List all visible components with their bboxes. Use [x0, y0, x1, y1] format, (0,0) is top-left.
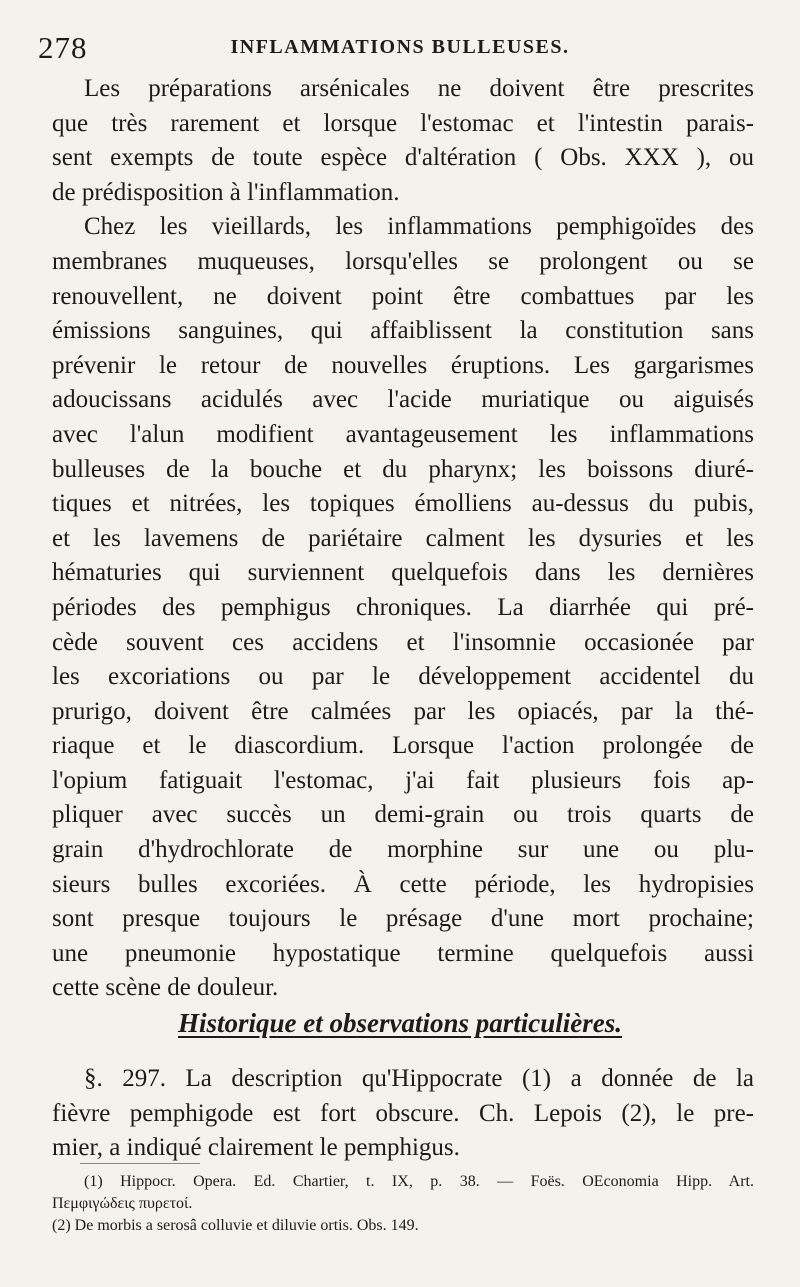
section-line: fièvre pemphigode est fort obscure. Ch. Lepois (2), le pre- — [52, 1099, 754, 1127]
paragraph-line: sent exempts de toute espèce d'altération ( Obs. XXX ), ou — [52, 144, 754, 172]
main-paragraphs — [52, 72, 754, 1006]
paragraph-line: l'opium fatiguait l'estomac, j'ai fait plusieurs fois ap- — [52, 766, 754, 794]
paragraph-line: périodes des pemphigus chroniques. La diarrhée qui pré- — [52, 593, 754, 621]
paragraph-line: avec l'alun modifient avantageusement les inflammations — [52, 420, 754, 448]
paragraph-line: tiques et nitrées, les topiques émolliens au-dessus du pubis, — [52, 490, 754, 518]
paragraph-line: sont presque toujours le présage d'une mort prochaine; — [52, 905, 754, 933]
footnote-line: Πεμφιγώδεις πυρετοί. — [52, 1195, 193, 1212]
paragraph-line: adoucissans acidulés avec l'acide muriatique ou aiguisés — [52, 386, 754, 414]
paragraph-line: cède souvent ces accidens et l'insomnie occasionée par — [52, 628, 754, 656]
paragraph-line: hématuries qui surviennent quelquefois dans les dernières — [52, 559, 754, 587]
paragraph-line: émissions sanguines, qui affaiblissent la constitution sans — [52, 317, 754, 345]
paragraph-line: renouvellent, ne doivent point être combattues par les — [52, 282, 754, 310]
paragraph-line: prurigo, doivent être calmées par les opiacés, par la thé- — [52, 697, 754, 725]
paragraph-line: pliquer avec succès un demi-grain ou trois quarts de — [52, 801, 754, 829]
paragraph-line: les excoriations ou par le développement accidentel du — [52, 663, 754, 691]
running-title: INFLAMMATIONS BULLEUSES. — [230, 36, 570, 58]
paragraph-line: et les lavemens de pariétaire calment les dysuries et les — [52, 524, 754, 552]
paragraph-line: grain d'hydrochlorate de morphine sur une ou plu- — [52, 836, 754, 864]
paragraph-line: que très rarement et lorsque l'estomac et l'intestin parais- — [52, 109, 754, 137]
footnote-rule — [80, 1163, 200, 1164]
paragraph-line: Les préparations arsénicales ne doivent être prescrites — [84, 75, 754, 102]
footnote-line: (1) Hippocr. Opera. Ed. Chartier, t. IX, p. 38. — Foës. OEconomia Hipp. Art. — [84, 1173, 754, 1190]
section-heading: Historique et observations particulières. — [177, 1008, 622, 1038]
paragraph-line: prévenir le retour de nouvelles éruptions. Les gargarismes — [52, 351, 754, 379]
paragraph-line: bulleuses de la bouche et du pharynx; les boissons diuré- — [52, 455, 754, 483]
section-line: mier, a indiqué clairement le pemphigus. — [52, 1134, 460, 1162]
paragraph-line: une pneumonie hypostatique termine quelquefois aussi — [52, 939, 754, 967]
paragraph-line: Chez les vieillards, les inflammations pemphigoïdes des — [84, 213, 754, 241]
section-line: §. 297. La description qu'Hippocrate (1) a donnée de la — [84, 1065, 754, 1092]
paragraph-line: riaque et le diascordium. Lorsque l'action prolongée de — [52, 732, 754, 760]
page-number: 278 — [38, 30, 88, 65]
footnote-line: (2) De morbis a serosâ colluvie et diluvie ortis. Obs. 149. — [52, 1217, 419, 1234]
page-header — [0, 30, 800, 70]
footnotes — [52, 1171, 754, 1237]
section-297-text — [52, 1062, 754, 1166]
paragraph-line: membranes muqueuses, lorsqu'elles se prolongent ou se — [52, 247, 754, 275]
paragraph-line: sieurs bulles excoriées. À cette période, les hydropisies — [52, 870, 754, 898]
paragraph-line: cette scène de douleur. — [52, 974, 279, 1002]
paragraph-line: de prédisposition à l'inflammation. — [52, 178, 400, 206]
